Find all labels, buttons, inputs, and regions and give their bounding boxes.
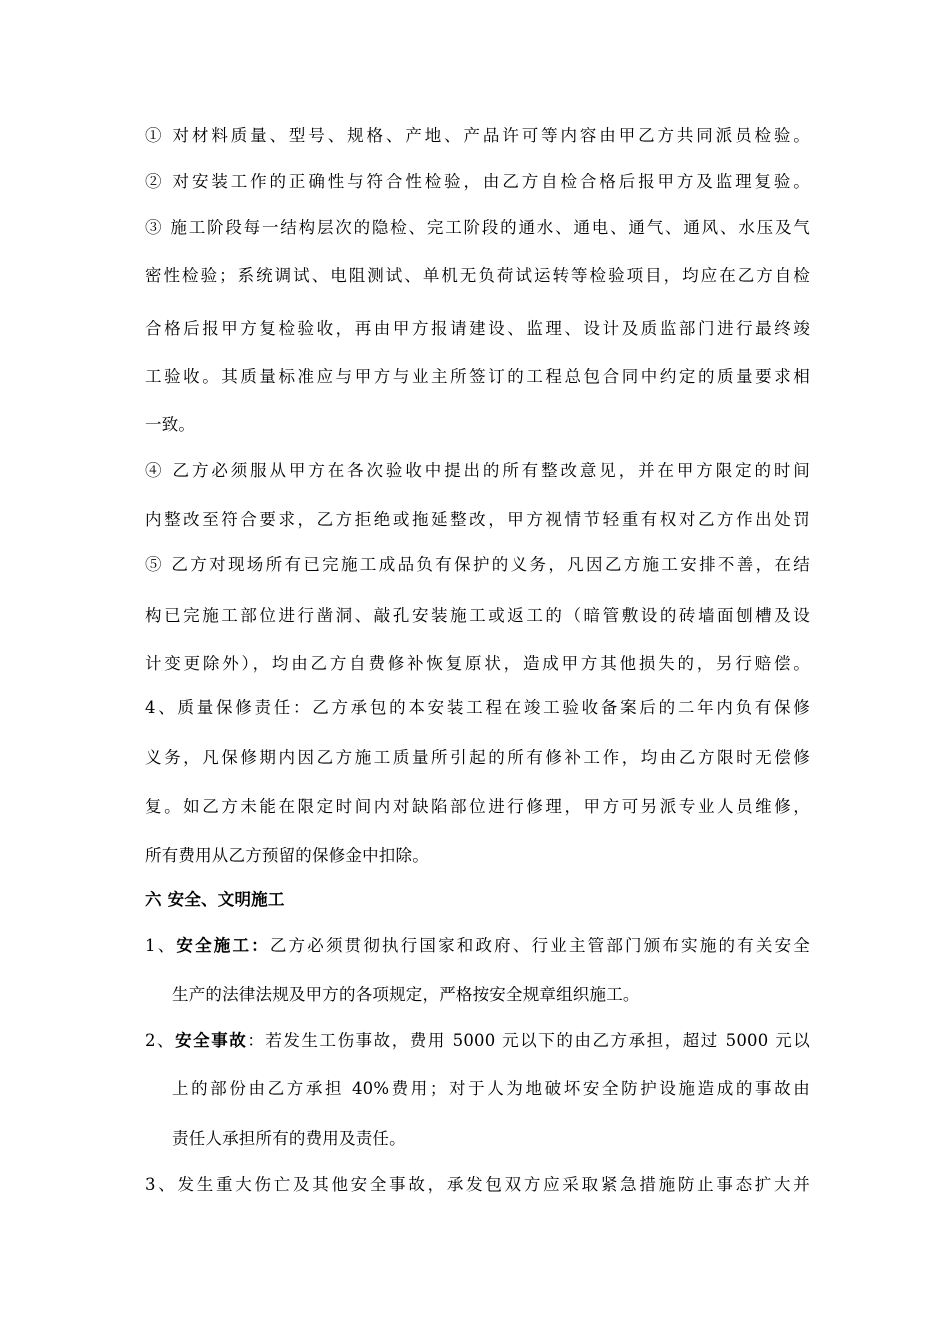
text-line-10: ⑤ 乙方对现场所有已完施工成品负有保护的义务，凡因乙方施工安排不善，在结 — [145, 555, 810, 574]
text-line-11: 构已完施工部位进行凿洞、敲孔安装施工或返工的（暗管敷设的砖墙面刨槽及设 — [145, 606, 810, 625]
text-line-14: 义务，凡保修期内因乙方施工质量所引起的所有修补工作，均由乙方限时无偿修 — [145, 748, 810, 767]
item-1-continuation: 生产的法律法规及甲方的各项规定，严格按安全规章组织施工。 — [172, 985, 640, 1004]
text-line-4: 密性检验；系统调试、电阻测试、单机无负荷试运转等检验项目，均应在乙方自检 — [145, 266, 810, 285]
item-2-text: ：若发生工伤事故，费用 5000 元以下的由乙方承担，超过 5000 元以 — [247, 1031, 810, 1050]
item-1-label: 安全施工： — [176, 936, 270, 955]
item-2-label: 安全事故 — [175, 1031, 248, 1050]
section-heading: 六 安全、文明施工 — [145, 890, 285, 909]
text-line-6: 工验收。其质量标准应与甲方与业主所签订的工程总包合同中约定的质量要求相 — [145, 367, 810, 386]
item-2-number: 2、 — [145, 1031, 176, 1050]
text-line-2: ② 对安装工作的正确性与符合性检验，由乙方自检合格后报甲方及监理复验。 — [145, 172, 810, 191]
text-line-7: 一致。 — [145, 415, 196, 434]
text-line-9: 内整改至符合要求，乙方拒绝或拖延整改，甲方视情节轻重有权对乙方作出处罚 — [145, 510, 810, 529]
item-1-text: 乙方必须贯彻执行国家和政府、行业主管部门颁布实施的有关安全 — [269, 936, 810, 955]
text-line-5: 合格后报甲方复检验收，再由甲方报请建设、监理、设计及质监部门进行最终竣 — [145, 319, 810, 338]
item-2-continuation-2: 责任人承担所有的费用及责任。 — [172, 1129, 406, 1148]
item-3: 3、发生重大伤亡及其他安全事故，承发包双方应采取紧急措施防止事态扩大并 — [145, 1175, 810, 1194]
text-line-8: ④ 乙方必须服从甲方在各次验收中提出的所有整改意见，并在甲方限定的时间 — [145, 461, 810, 480]
text-line-12: 计变更除外），均由乙方自费修补恢复原状，造成甲方其他损失的，另行赔偿。 — [145, 654, 810, 673]
item-2 — [145, 1030, 810, 1052]
item-1 — [145, 935, 810, 957]
item-1-number: 1、 — [145, 936, 177, 955]
text-line-15: 复。如乙方未能在限定时间内对缺陷部位进行修理，甲方可另派专业人员维修， — [145, 797, 810, 816]
item-2-continuation-1: 上的部份由乙方承担 40%费用；对于人为地破坏安全防护设施造成的事故由 — [172, 1079, 810, 1098]
text-line-13: 4、质量保修责任：乙方承包的本安装工程在竣工验收备案后的二年内负有保修 — [145, 698, 810, 717]
text-line-1: ① 对材料质量、型号、规格、产地、产品许可等内容由甲乙方共同派员检验。 — [145, 126, 810, 145]
text-line-16: 所有费用从乙方预留的保修金中扣除。 — [145, 846, 429, 865]
text-line-3: ③ 施工阶段每一结构层次的隐检、完工阶段的通水、通电、通气、通风、水压及气 — [145, 218, 810, 237]
